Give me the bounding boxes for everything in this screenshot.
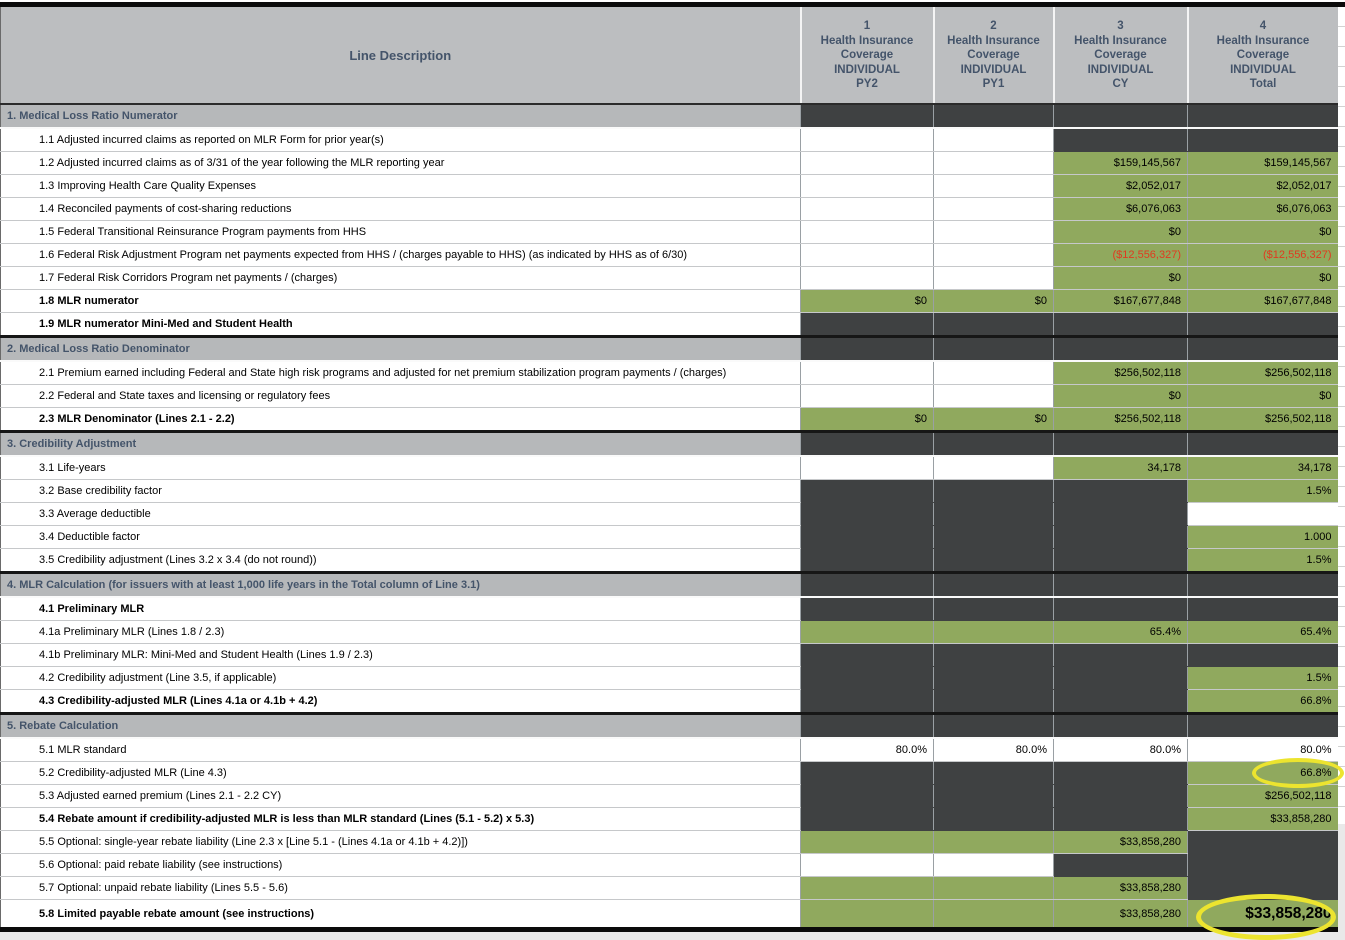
cell-py1[interactable] (934, 313, 1054, 337)
cell-cy[interactable]: $0 (1054, 267, 1188, 290)
row-label[interactable]: 5.4 Rebate amount if credibility-adjusted MLR is less than MLR standard (Lines (5.1 - 5.2) x 5.3) (1, 808, 801, 831)
cell-py2[interactable] (801, 900, 934, 930)
column-header-line: Total (1249, 78, 1277, 91)
row-label[interactable]: 5.3 Adjusted earned premium (Lines 2.1 - 2.2 CY) (1, 785, 801, 808)
column-header-line: Health Insurance (1216, 34, 1310, 47)
cell-py2[interactable]: $0 (801, 290, 934, 313)
row-label[interactable]: 3.2 Base credibility factor (1, 480, 801, 503)
row-label[interactable]: 2.2 Federal and State taxes and licensing or regulatory fees (1, 385, 801, 408)
section-row (1, 573, 1338, 598)
table-row (1, 854, 1338, 877)
cell-py1[interactable] (934, 621, 1054, 644)
cell-total[interactable]: 1.000 (1188, 526, 1338, 549)
cell-cy[interactable] (1054, 690, 1188, 714)
mlr-worksheet (0, 7, 1338, 932)
table-row (1, 526, 1338, 549)
column-header-line: Coverage (967, 49, 1020, 62)
cell-total[interactable] (1188, 597, 1338, 621)
table-row (1, 244, 1338, 267)
cell-py1[interactable] (934, 808, 1054, 831)
cell-py1[interactable] (934, 337, 1054, 362)
cell-cy[interactable]: $167,677,848 (1054, 290, 1188, 313)
section-row (1, 714, 1338, 739)
cell-py1[interactable] (934, 104, 1054, 128)
row-label[interactable]: 4.1 Preliminary MLR (1, 597, 801, 621)
cell-cy[interactable]: $2,052,017 (1054, 175, 1188, 198)
table-body (1, 104, 1338, 930)
table-row (1, 313, 1338, 337)
cell-cy[interactable]: $0 (1054, 385, 1188, 408)
cell-py2[interactable] (801, 104, 934, 128)
cell-cy[interactable]: $33,858,280 (1054, 877, 1188, 900)
section-header-label[interactable]: 1. Medical Loss Ratio Numerator (1, 104, 801, 128)
table-row (1, 408, 1338, 432)
cell-cy[interactable] (1054, 808, 1188, 831)
column-header-line: Coverage (1094, 49, 1147, 62)
cell-py1[interactable] (934, 549, 1054, 573)
row-label[interactable]: 5.8 Limited payable rebate amount (see instructions) (1, 900, 801, 930)
cell-total[interactable]: 1.5% (1188, 667, 1338, 690)
line-description-header[interactable]: Line Description (1, 7, 801, 104)
cell-py2[interactable] (801, 385, 934, 408)
cell-py2[interactable] (801, 152, 934, 175)
cell-total[interactable]: $256,502,118 (1188, 408, 1338, 432)
column-header-line: Health Insurance (1074, 34, 1167, 47)
cell-cy[interactable] (1054, 480, 1188, 503)
table-row (1, 762, 1338, 785)
table-row (1, 361, 1338, 385)
cell-total[interactable] (1188, 503, 1338, 526)
cell-py2[interactable] (801, 337, 934, 362)
row-label[interactable]: 1.6 Federal Risk Adjustment Program net payments expected from HHS / (charges payable to HHS) (as indicated by HHS as of 6/30) (1, 244, 801, 267)
cell-total[interactable] (1188, 337, 1338, 362)
cell-py2[interactable] (801, 175, 934, 198)
cell-cy[interactable]: $159,145,567 (1054, 152, 1188, 175)
cell-total[interactable] (1188, 573, 1338, 598)
table-row (1, 690, 1338, 714)
cell-py2[interactable] (801, 854, 934, 877)
cell-py1[interactable] (934, 900, 1054, 930)
cell-py2[interactable] (801, 808, 934, 831)
cell-cy[interactable] (1054, 503, 1188, 526)
column-header-line: PY2 (856, 78, 878, 91)
column-header-cy[interactable] (1054, 7, 1188, 104)
cell-cy[interactable]: ($12,556,327) (1054, 244, 1188, 267)
cell-cy[interactable] (1054, 432, 1188, 457)
section-header-label[interactable]: 4. MLR Calculation (for issuers with at least 1,000 life years in the Total column of Line 3.1) (1, 573, 801, 598)
cell-total[interactable]: $0 (1188, 221, 1338, 244)
column-number: 3 (1117, 20, 1124, 33)
table-row (1, 738, 1338, 762)
cell-py1[interactable] (934, 573, 1054, 598)
cell-py1[interactable]: 80.0% (934, 738, 1054, 762)
column-header-line: Health Insurance (947, 34, 1040, 47)
cell-total[interactable]: 34,178 (1188, 456, 1338, 480)
row-label[interactable]: 4.3 Credibility-adjusted MLR (Lines 4.1a or 4.1b + 4.2) (1, 690, 801, 714)
column-header-line: Coverage (1236, 49, 1290, 62)
cell-cy[interactable]: 65.4% (1054, 621, 1188, 644)
table-row (1, 175, 1338, 198)
cell-py2[interactable] (801, 313, 934, 337)
cell-cy[interactable] (1054, 128, 1188, 152)
table-row (1, 597, 1338, 621)
column-header-total[interactable] (1188, 7, 1338, 104)
cell-cy[interactable] (1054, 597, 1188, 621)
cell-total[interactable] (1188, 432, 1338, 457)
row-label[interactable]: 1.2 Adjusted incurred claims as of 3/31 of the year following the MLR reporting year (1, 152, 801, 175)
row-label[interactable]: 4.1b Preliminary MLR: Mini-Med and Student Health (Lines 1.9 / 2.3) (1, 644, 801, 667)
cell-cy[interactable] (1054, 337, 1188, 362)
row-label[interactable]: 1.5 Federal Transitional Reinsurance Program payments from HHS (1, 221, 801, 244)
cell-total[interactable]: 1.5% (1188, 549, 1338, 573)
table-row (1, 621, 1338, 644)
row-label[interactable]: 3.4 Deductible factor (1, 526, 801, 549)
cell-py1[interactable] (934, 762, 1054, 785)
table-row (1, 198, 1338, 221)
cell-py1[interactable] (934, 198, 1054, 221)
cell-py2[interactable] (801, 644, 934, 667)
cell-cy[interactable]: $256,502,118 (1054, 408, 1188, 432)
cell-py2[interactable] (801, 267, 934, 290)
row-label[interactable]: 5.1 MLR standard (1, 738, 801, 762)
cell-py1[interactable] (934, 385, 1054, 408)
cell-py1[interactable] (934, 831, 1054, 854)
table-row (1, 385, 1338, 408)
cell-cy[interactable]: 34,178 (1054, 456, 1188, 480)
cell-cy[interactable] (1054, 785, 1188, 808)
cell-total[interactable]: $33,858,280 (1188, 808, 1338, 831)
table-row (1, 831, 1338, 854)
cell-py2[interactable] (801, 526, 934, 549)
table-row (1, 480, 1338, 503)
cell-py1[interactable] (934, 361, 1054, 385)
cell-py2[interactable] (801, 198, 934, 221)
cell-py1[interactable] (934, 597, 1054, 621)
cell-py2[interactable] (801, 480, 934, 503)
adjacent-column-sliver (1338, 7, 1345, 814)
column-header-line: INDIVIDUAL (960, 63, 1027, 76)
table-row (1, 785, 1338, 808)
cell-cy[interactable] (1054, 644, 1188, 667)
cell-total[interactable]: $0 (1188, 385, 1338, 408)
column-header-line: INDIVIDUAL (834, 63, 900, 76)
cell-total[interactable]: ($12,556,327) (1188, 244, 1338, 267)
cell-py1[interactable] (934, 432, 1054, 457)
row-label[interactable]: 1.1 Adjusted incurred claims as reported on MLR Form for prior year(s) (1, 128, 801, 152)
cell-py1[interactable] (934, 221, 1054, 244)
cell-cy[interactable] (1054, 526, 1188, 549)
cell-py1[interactable] (934, 877, 1054, 900)
cell-total[interactable] (1188, 714, 1338, 739)
cell-py1[interactable] (934, 526, 1054, 549)
cell-total[interactable]: 1.5% (1188, 480, 1338, 503)
cell-py1[interactable] (934, 267, 1054, 290)
cell-cy[interactable] (1054, 313, 1188, 337)
table-row (1, 152, 1338, 175)
column-header-line: Health Insurance (820, 34, 914, 47)
cell-cy[interactable]: $33,858,280 (1054, 831, 1188, 854)
table-row (1, 503, 1338, 526)
cell-total[interactable] (1188, 877, 1338, 900)
cell-py2[interactable] (801, 573, 934, 598)
cell-total[interactable] (1188, 104, 1338, 128)
cell-total[interactable]: $167,677,848 (1188, 290, 1338, 313)
cell-cy[interactable] (1054, 104, 1188, 128)
cell-total[interactable]: $256,502,118 (1188, 361, 1338, 385)
cell-py1[interactable] (934, 690, 1054, 714)
table-row (1, 267, 1338, 290)
cell-cy[interactable] (1054, 762, 1188, 785)
cell-cy[interactable]: $256,502,118 (1054, 361, 1188, 385)
table-row (1, 808, 1338, 831)
cell-py2[interactable] (801, 361, 934, 385)
cell-py2[interactable]: $0 (801, 408, 934, 432)
cell-py2[interactable] (801, 785, 934, 808)
mlr-table (0, 7, 1338, 932)
table-row (1, 667, 1338, 690)
cell-total[interactable] (1188, 128, 1338, 152)
cell-total[interactable]: $33,858,280 (1188, 900, 1338, 930)
cell-py1[interactable] (934, 456, 1054, 480)
column-header-line: INDIVIDUAL (1087, 63, 1154, 76)
cell-py2[interactable] (801, 456, 934, 480)
cell-py1[interactable] (934, 128, 1054, 152)
table-row (1, 128, 1338, 152)
cell-py1[interactable] (934, 480, 1054, 503)
cell-cy[interactable] (1054, 573, 1188, 598)
cell-py2[interactable] (801, 549, 934, 573)
cell-total[interactable] (1188, 313, 1338, 337)
cell-py2[interactable] (801, 597, 934, 621)
row-label[interactable]: 5.6 Optional: paid rebate liability (see instructions) (1, 854, 801, 877)
cell-py1[interactable] (934, 714, 1054, 739)
cell-py2[interactable] (801, 667, 934, 690)
table-row (1, 290, 1338, 313)
cell-py2[interactable]: 80.0% (801, 738, 934, 762)
section-row (1, 337, 1338, 362)
cell-total[interactable]: 65.4% (1188, 621, 1338, 644)
cell-total[interactable]: 66.8% (1188, 762, 1338, 785)
table-row (1, 549, 1338, 573)
cell-py1[interactable] (934, 854, 1054, 877)
row-label[interactable]: 5.5 Optional: single-year rebate liability (Line 2.3 x [Line 5.1 - (Lines 4.1a or 4.1b + 4.2)]) (1, 831, 801, 854)
cell-total[interactable]: $0 (1188, 267, 1338, 290)
cell-py2[interactable] (801, 714, 934, 739)
row-label[interactable]: 1.9 MLR numerator Mini-Med and Student Health (1, 313, 801, 337)
cell-py2[interactable] (801, 831, 934, 854)
column-number: 1 (863, 20, 871, 33)
cell-py1[interactable]: $0 (934, 290, 1054, 313)
table-row (1, 877, 1338, 900)
column-header-line: CY (1112, 78, 1129, 91)
row-label[interactable]: 3.5 Credibility adjustment (Lines 3.2 x 3.4 (do not round)) (1, 549, 801, 573)
section-header-label[interactable]: 5. Rebate Calculation (1, 714, 801, 739)
cell-cy[interactable] (1054, 549, 1188, 573)
cell-py2[interactable] (801, 128, 934, 152)
cell-py1[interactable] (934, 244, 1054, 267)
cell-py2[interactable] (801, 621, 934, 644)
cell-cy[interactable]: 80.0% (1054, 738, 1188, 762)
row-label[interactable]: 1.8 MLR numerator (1, 290, 801, 313)
cell-py2[interactable] (801, 244, 934, 267)
cell-py1[interactable] (934, 152, 1054, 175)
column-header-line: Coverage (840, 49, 894, 62)
cell-py2[interactable] (801, 221, 934, 244)
table-row (1, 221, 1338, 244)
cell-cy[interactable] (1054, 667, 1188, 690)
header-row (1, 7, 1338, 104)
cell-py2[interactable] (801, 503, 934, 526)
cell-py2[interactable] (801, 690, 934, 714)
cell-py2[interactable] (801, 432, 934, 457)
cell-total[interactable]: $2,052,017 (1188, 175, 1338, 198)
cell-cy[interactable]: $33,858,280 (1054, 900, 1188, 930)
row-label[interactable]: 4.2 Credibility adjustment (Line 3.5, if applicable) (1, 667, 801, 690)
column-number: 2 (990, 20, 997, 33)
column-header-py2[interactable] (801, 7, 934, 104)
column-header-py1[interactable] (934, 7, 1054, 104)
cell-py1[interactable] (934, 667, 1054, 690)
row-label[interactable]: 1.4 Reconciled payments of cost-sharing reductions (1, 198, 801, 221)
cell-total[interactable] (1188, 831, 1338, 854)
section-row (1, 104, 1338, 128)
row-label[interactable]: 3.1 Life-years (1, 456, 801, 480)
section-row (1, 432, 1338, 457)
cell-total[interactable] (1188, 644, 1338, 667)
cell-py1[interactable] (934, 503, 1054, 526)
row-label[interactable]: 2.1 Premium earned including Federal and State high risk programs and adjusted for net premium stabilization program payments / (charges) (1, 361, 801, 385)
cell-total[interactable]: $256,502,118 (1188, 785, 1338, 808)
cell-py2[interactable] (801, 762, 934, 785)
table-row (1, 900, 1338, 930)
cell-cy[interactable] (1054, 854, 1188, 877)
row-label[interactable]: 5.2 Credibility-adjusted MLR (Line 4.3) (1, 762, 801, 785)
row-label[interactable]: 5.7 Optional: unpaid rebate liability (Lines 5.5 - 5.6) (1, 877, 801, 900)
cell-total[interactable]: $159,145,567 (1188, 152, 1338, 175)
cell-total[interactable]: $6,076,063 (1188, 198, 1338, 221)
cell-cy[interactable]: $0 (1054, 221, 1188, 244)
section-header-label[interactable]: 3. Credibility Adjustment (1, 432, 801, 457)
cell-total[interactable] (1188, 854, 1338, 877)
cell-py1[interactable] (934, 644, 1054, 667)
row-label[interactable]: 1.3 Improving Health Care Quality Expenses (1, 175, 801, 198)
cell-py1[interactable]: $0 (934, 408, 1054, 432)
column-header-line: INDIVIDUAL (1230, 63, 1296, 76)
section-header-label[interactable]: 2. Medical Loss Ratio Denominator (1, 337, 801, 362)
row-label[interactable]: 3.3 Average deductible (1, 503, 801, 526)
column-header-line: PY1 (982, 78, 1005, 91)
column-number: 4 (1259, 20, 1267, 33)
cell-cy[interactable]: $6,076,063 (1054, 198, 1188, 221)
row-label[interactable]: 4.1a Preliminary MLR (Lines 1.8 / 2.3) (1, 621, 801, 644)
cell-total[interactable]: 80.0% (1188, 738, 1338, 762)
cell-py2[interactable] (801, 877, 934, 900)
cell-py1[interactable] (934, 175, 1054, 198)
cell-cy[interactable] (1054, 714, 1188, 739)
cell-py1[interactable] (934, 785, 1054, 808)
row-label[interactable]: 2.3 MLR Denominator (Lines 2.1 - 2.2) (1, 408, 801, 432)
row-label[interactable]: 1.7 Federal Risk Corridors Program net payments / (charges) (1, 267, 801, 290)
table-row (1, 456, 1338, 480)
cell-total[interactable]: 66.8% (1188, 690, 1338, 714)
table-row (1, 644, 1338, 667)
